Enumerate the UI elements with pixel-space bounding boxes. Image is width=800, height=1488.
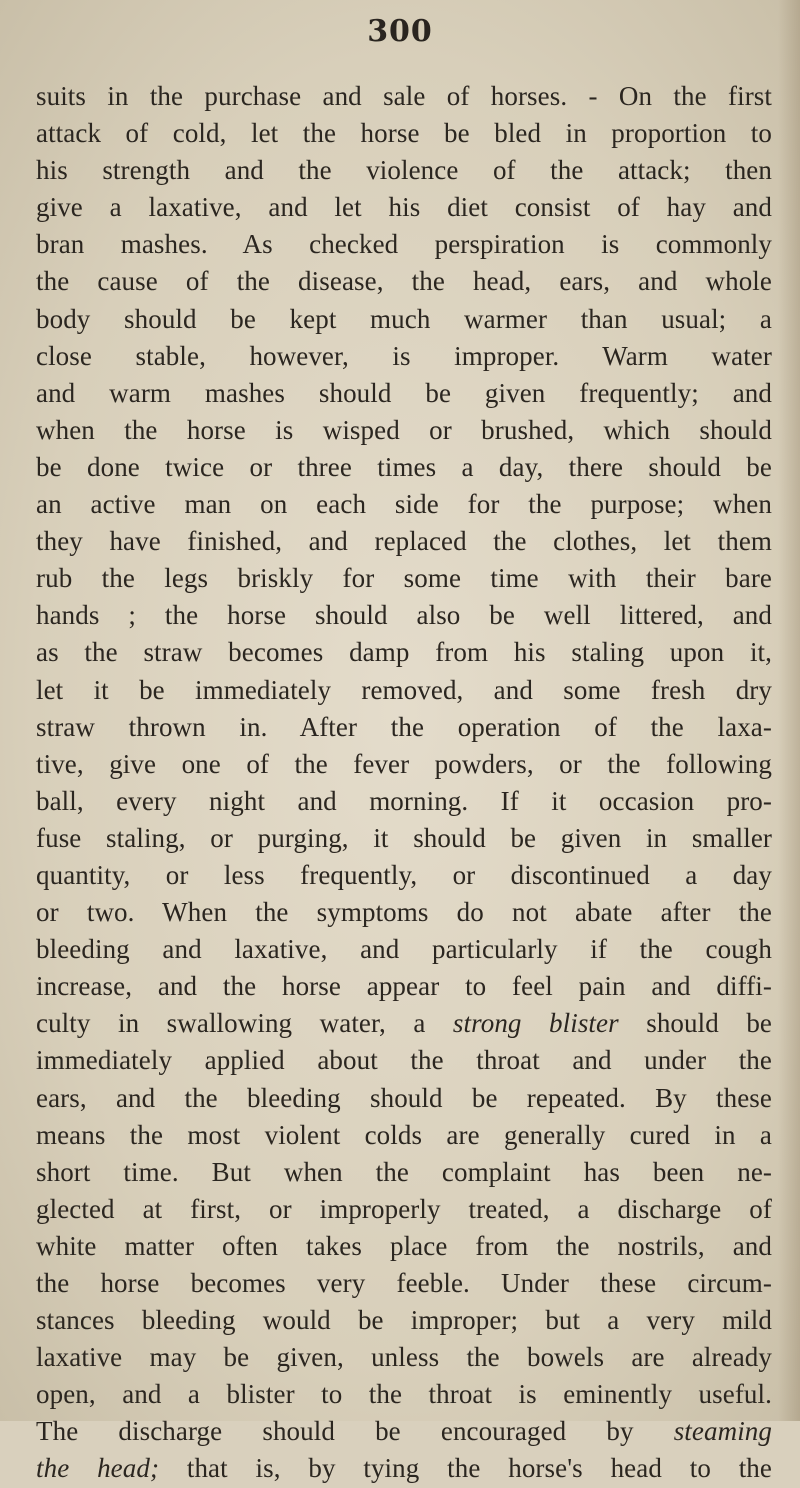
text-line: white matter often takes place from the nostrils, and bbox=[36, 1230, 772, 1261]
text-line: as the straw becomes damp from his staling upon it, bbox=[36, 637, 772, 668]
text-line: suits in the purchase and sale of horses. - On the first bbox=[36, 81, 772, 111]
text-line: when the horse is wisped or brushed, which should bbox=[36, 414, 772, 445]
italic-phrase: strong blister bbox=[452, 1008, 619, 1039]
text-line: body should be kept much warmer than usual; a bbox=[36, 303, 772, 334]
text-line: ball, every night and morning. If it occasion pro- bbox=[36, 785, 772, 816]
text-line: rub the legs briskly for some time with their bare bbox=[36, 563, 772, 594]
body-text bbox=[36, 78, 772, 1488]
text-line-mixed bbox=[36, 1450, 772, 1487]
text-line: and warm mashes should be given frequently; and bbox=[36, 377, 772, 408]
text-line: or two. When the symptoms do not abate after the bbox=[36, 897, 772, 928]
text-line: let it be immediately removed, and some fresh dry bbox=[36, 674, 772, 705]
text-segment: culty in swallowing water, a bbox=[36, 1008, 453, 1039]
text-segment: that is, by tying the horse's head to the bbox=[159, 1453, 772, 1484]
text-line: means the most violent colds are generally cured in a bbox=[36, 1119, 772, 1150]
text-line: attack of cold, let the horse be bled in proportion to bbox=[36, 118, 772, 149]
text-line: bleeding and laxative, and particularly if the cough bbox=[36, 934, 772, 965]
text-line: his strength and the violence of the attack; then bbox=[36, 155, 772, 186]
text-line: open, and a blister to the throat is eminently useful. bbox=[36, 1379, 772, 1410]
italic-phrase: steaming bbox=[673, 1416, 772, 1447]
text-line-mixed bbox=[36, 1413, 772, 1450]
page-number: 300 bbox=[367, 14, 433, 49]
text-line: straw thrown in. After the operation of the laxa- bbox=[36, 711, 772, 742]
text-line-mixed bbox=[36, 1005, 772, 1042]
text-segment: The discharge should be encouraged by bbox=[36, 1416, 674, 1447]
text-line: they have finished, and replaced the clothes, let them bbox=[36, 526, 772, 557]
text-line: short time. But when the complaint has been ne- bbox=[36, 1156, 772, 1187]
page-edge-shadow bbox=[778, 0, 800, 1421]
text-line: immediately applied about the throat and under the bbox=[36, 1045, 772, 1076]
italic-phrase: the head; bbox=[36, 1453, 160, 1484]
text-line: fuse staling, or purging, it should be given in smaller bbox=[36, 822, 772, 853]
text-line: the cause of the disease, the head, ears, and whole bbox=[36, 266, 772, 297]
text-line: glected at first, or improperly treated, a discharge of bbox=[36, 1193, 772, 1224]
text-line: increase, and the horse appear to feel pain and diffi- bbox=[36, 971, 772, 1002]
text-line: hands ; the horse should also be well littered, and bbox=[36, 600, 772, 631]
text-line: ears, and the bleeding should be repeated. By these bbox=[36, 1082, 772, 1113]
text-line: an active man on each side for the purpose; when bbox=[36, 489, 772, 520]
text-line: quantity, or less frequently, or discontinued a day bbox=[36, 859, 772, 890]
text-line: the horse becomes very feeble. Under these circum- bbox=[36, 1268, 772, 1298]
text-line: close stable, however, is improper. Warm water bbox=[36, 340, 772, 371]
text-line: be done twice or three times a day, there should be bbox=[36, 451, 772, 482]
text-line: tive, give one of the fever powders, or the following bbox=[36, 748, 772, 779]
text-line: give a laxative, and let his diet consist of hay and bbox=[36, 192, 772, 223]
text-segment: should be bbox=[618, 1008, 772, 1039]
text-line: bran mashes. As checked perspiration is commonly bbox=[36, 229, 772, 260]
text-line: laxative may be given, unless the bowels are already bbox=[36, 1342, 772, 1373]
text-line: stances bleeding would be improper; but a very mild bbox=[36, 1305, 772, 1336]
